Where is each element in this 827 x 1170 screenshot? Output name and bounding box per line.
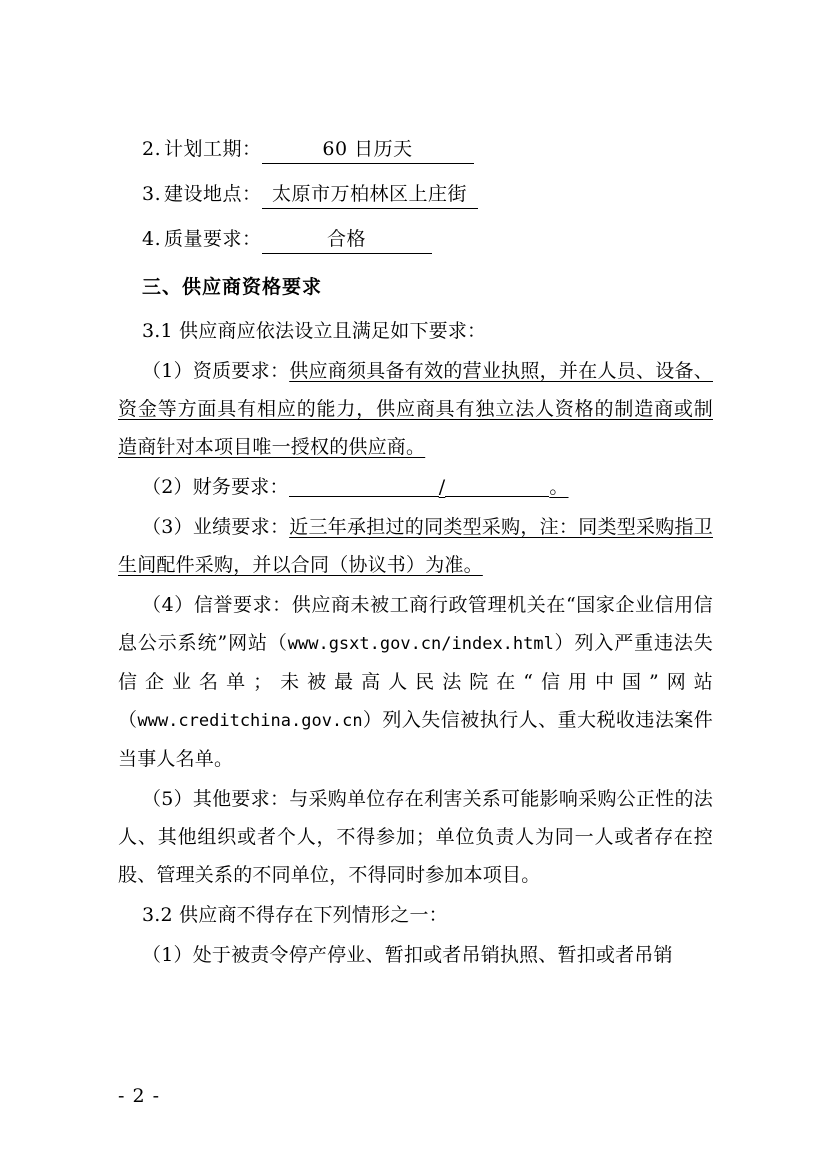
clause-3-2-item-1: （1）处于被责令停产停业、暂扣或者吊销执照、暂扣或者吊销 xyxy=(142,944,673,966)
requirement-4-url-a: www.gsxt.gov.cn/index.html xyxy=(287,634,554,654)
item-index: 2. xyxy=(142,138,162,160)
requirement-4 xyxy=(118,586,713,778)
requirement-4-text-a: 供应商未被工商行政管理机关在“国家企业信用信息公示系统”网站（ xyxy=(118,594,713,654)
item-value: 60 日历天 xyxy=(262,136,474,164)
requirement-2-blank-left xyxy=(289,474,439,497)
item-label: 质量要求： xyxy=(164,228,262,250)
clause-3-1: 3.1 供应商应依法设立且满足如下要求： xyxy=(142,320,487,342)
item-label: 建设地点： xyxy=(164,183,262,205)
clause-3-2: 3.2 供应商不得存在下列情形之一： xyxy=(142,904,448,926)
item-index: 3. xyxy=(142,183,162,205)
list-item xyxy=(118,226,713,254)
requirement-2-tail: 。 xyxy=(549,476,569,498)
requirement-4-url-b: www.creditchina.gov.cn xyxy=(137,711,363,731)
item-label: 计划工期： xyxy=(164,138,262,160)
page-number: - 2 - xyxy=(118,1085,161,1107)
requirement-1-label: （1）资质要求： xyxy=(142,360,290,382)
item-index: 4. xyxy=(142,228,162,250)
requirement-3 xyxy=(118,508,713,584)
item-value: 太原市万柏林区上庄街 xyxy=(262,181,478,209)
requirement-5 xyxy=(118,780,713,894)
requirement-5-label: （5）其他要求： xyxy=(142,788,290,810)
section-heading: 三、供应商资格要求 xyxy=(142,276,323,298)
document-body xyxy=(118,136,713,976)
requirement-2 xyxy=(118,468,713,506)
requirement-2-blank-right xyxy=(445,474,549,497)
requirement-2-value: / xyxy=(438,476,446,498)
requirement-1-text: 供应商须具备有效的营业执照，并在人员、设备、资金等方面具有相应的能力，供应商具有独立法人资格的制造商或制造商针对本项目唯一授权的供应商。 xyxy=(118,360,713,458)
list-item xyxy=(118,136,713,164)
requirement-4-text-b: ）列入严重违法失信企业名单；未被最高人民法院在“信用中国”网站（ xyxy=(118,632,713,731)
list-item xyxy=(118,181,713,209)
requirement-3-text: 近三年承担过的同类型采购，注：同类型采购指卫生间配件采购，并以合同（协议书）为准。 xyxy=(118,516,713,576)
requirement-1 xyxy=(118,352,713,466)
requirement-4-text-c: ）列入失信被执行人、重大税收违法案件当事人名单。 xyxy=(118,709,713,770)
requirement-5-text: 与采购单位存在利害关系可能影响采购公正性的法人、其他组织或者个人，不得参加；单位负责人为同一人或者存在控股、管理关系的不同单位，不得同时参加本项目。 xyxy=(118,788,713,886)
requirement-4-label: （4）信誉要求： xyxy=(142,594,292,616)
requirement-3-label: （3）业绩要求： xyxy=(142,516,290,538)
item-value: 合格 xyxy=(262,226,432,254)
requirement-2-label: （2）财务要求： xyxy=(142,476,289,498)
